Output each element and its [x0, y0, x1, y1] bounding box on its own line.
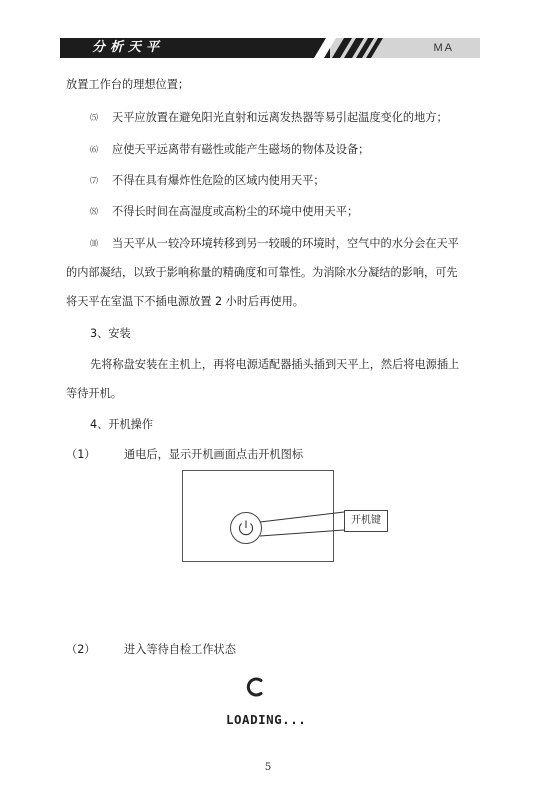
step2-text: 进入等待自检工作状态	[124, 643, 236, 656]
intro-line: 放置工作台的理想位置；	[66, 78, 190, 91]
item-text-8: 不得长时间在高湿度或高粉尘的环境中使用天平；	[112, 205, 359, 218]
page-header	[60, 38, 480, 58]
section3-line2: 等待开机。	[66, 387, 122, 400]
section3-heading: 3、安装	[90, 327, 131, 340]
item-number-10: ⑽	[90, 239, 98, 248]
header-model: MA	[433, 42, 454, 54]
item-text-10-line2: 的内部凝结，以致于影响称量的精确度和可靠性。为消除水分凝结的影响，可先	[66, 266, 458, 279]
item-text-10-line3: 将天平在室温下不插电源放置 2 小时后再使用。	[66, 295, 304, 308]
step1-text: 通电后，显示开机画面点击开机图标	[124, 448, 304, 461]
item-number-5: ⑸	[90, 113, 98, 122]
header-title: 分析天平	[92, 40, 165, 55]
spinner-icon	[244, 676, 266, 698]
section3-line1: 先将称盘安装在主机上，再将电源适配器插头插到天平上，然后将电源插上	[90, 358, 460, 371]
loading-text: LOADING...	[226, 712, 307, 727]
item-text-7: 不得在具有爆炸性危险的区域内使用天平；	[112, 174, 325, 187]
item-number-7: ⑺	[90, 176, 98, 185]
step2-number: （2）	[66, 643, 96, 656]
item-text-5: 天平应放置在避免阳光直射和远离发热器等易引起温度变化的地方；	[112, 111, 448, 124]
step1-number: （1）	[66, 448, 96, 461]
power-key-callout: 开机键	[344, 510, 388, 532]
section4-heading: 4、开机操作	[90, 418, 154, 431]
page-number: 5	[264, 762, 272, 773]
power-icon	[231, 513, 261, 543]
power-button[interactable]	[230, 512, 262, 544]
item-text-10-line1: 当天平从一较冷环境转移到另一较暖的环境时，空气中的水分会在天平	[112, 237, 459, 250]
item-number-8: ⑻	[90, 207, 98, 216]
item-text-6: 应使天平远离带有磁性或能产生磁场的物体及设备；	[112, 143, 370, 156]
item-number-6: ⑹	[90, 145, 98, 154]
